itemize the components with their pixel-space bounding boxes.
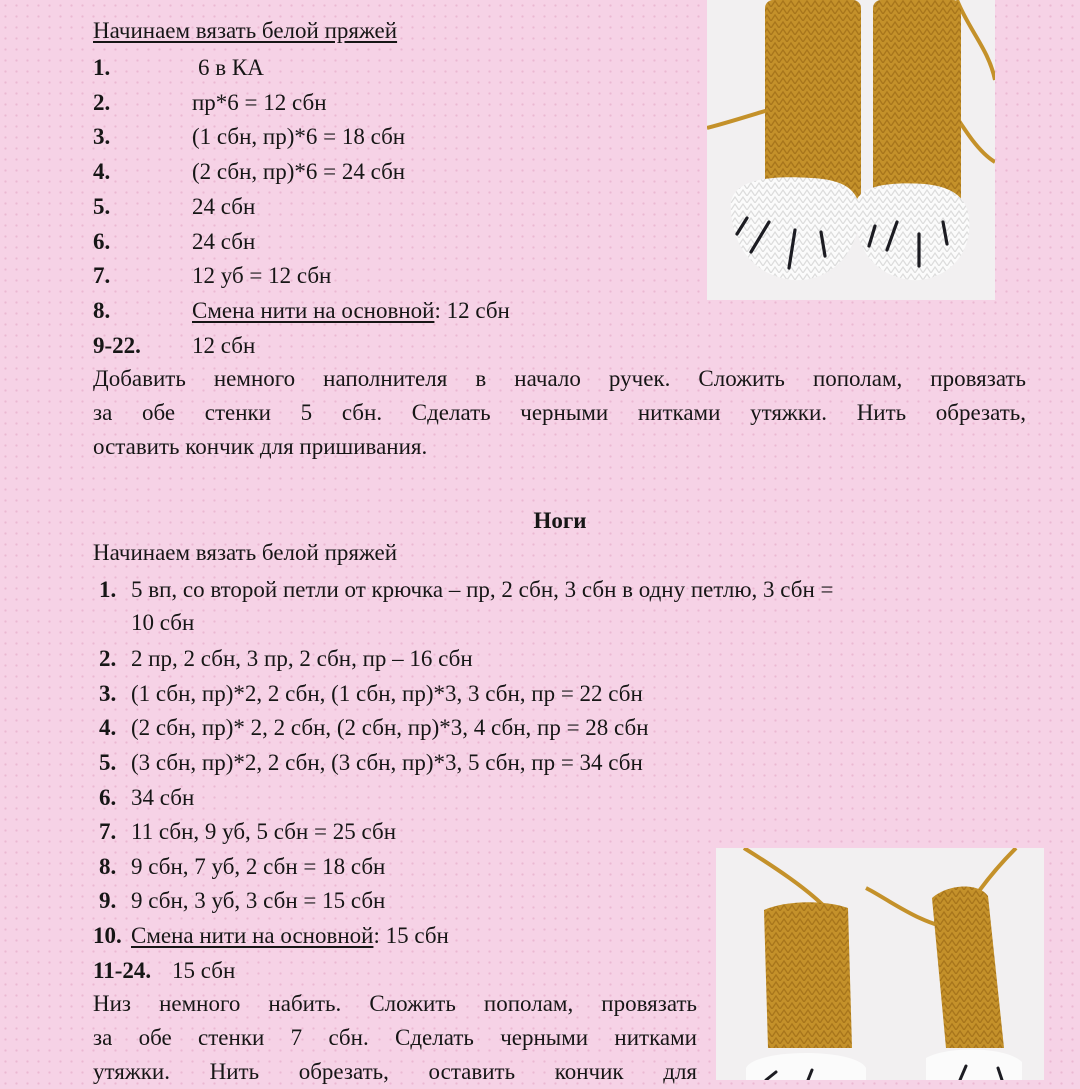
arms-row-number: 2. [93,90,111,115]
arms-instructions [93,362,1026,464]
color-change-count: : 15 сбн [373,923,449,948]
legs-row-number: 8. [99,854,117,879]
arms-row-text: 12 уб = 12 сбн [192,263,332,288]
legs-row-number: 4. [99,715,117,740]
arms-instructions-line: оставить кончик для пришивания. [93,434,428,459]
legs-instructions [93,987,697,1089]
color-change-count: : 12 сбн [434,298,510,323]
legs-row-number: 1. [99,577,117,602]
arms-row-text [192,299,510,322]
legs-photo [716,848,1044,1080]
arms-row-text: пр*6 = 12 сбн [192,90,327,115]
crochet-legs-image [716,848,1044,1080]
arms-row-text: 24 сбн [192,194,256,219]
arms-intro: Начинаем вязать белой пряжей [93,18,398,43]
arms-instructions-line: за обе стенки 5 сбн. Сделать черными нитками утяжки. Нить обрезать, [93,400,1026,425]
arms-row-number: 7. [93,263,111,288]
arms-instructions-line: Добавить немного наполнителя в начало ручек. Сложить пополам, провязать [93,366,1026,391]
arms-row-text: 6 в КА [198,55,264,80]
legs-row-text: (3 сбн, пр)*2, 2 сбн, (3 сбн, пр)*3, 5 сбн, пр = 34 сбн [131,750,643,775]
arms-row-number: 1. [93,55,111,80]
arms-row-number: 5. [93,194,111,219]
legs-row-text [131,924,449,947]
arms-photo [707,0,995,300]
legs-row-text: 5 вп, со второй петли от крючка – пр, 2 сбн, 3 сбн в одну петлю, 3 сбн = [131,577,834,602]
legs-row-number: 2. [99,646,117,671]
legs-row-text: (1 сбн, пр)*2, 2 сбн, (1 сбн, пр)*3, 3 сбн, пр = 22 сбн [131,681,643,706]
legs-row-number: 9. [99,888,117,913]
legs-instructions-line: за обе стенки 7 сбн. Сделать черными нитками [93,1025,697,1050]
arms-row-number: 8. [93,298,111,323]
legs-instructions-line: утяжки. Нить обрезать, оставить кончик для [93,1059,697,1084]
arms-row-number: 3. [93,124,111,149]
color-change-label: Смена нити на основной [131,923,374,948]
legs-instructions-line: Низ немного набить. Сложить пополам, провязать [93,991,697,1016]
arms-row-text: (2 сбн, пр)*6 = 24 сбн [192,159,406,184]
legs-row-number: 10. [93,923,122,948]
legs-row-number: 3. [99,681,117,706]
legs-row-number: 5. [99,750,117,775]
legs-intro: Начинаем вязать белой пряжей [93,540,398,565]
crochet-arms-image [707,0,995,300]
legs-row-number: 11-24. [93,958,152,983]
arms-row-text: 24 сбн [192,229,256,254]
arms-row-number: 6. [93,229,111,254]
legs-row-text: 2 пр, 2 сбн, 3 пр, 2 сбн, пр – 16 сбн [131,646,473,671]
legs-row-number: 7. [99,819,117,844]
legs-title: Ноги [533,508,587,533]
legs-row-text-continued: 10 сбн [131,610,195,635]
arms-row-text: (1 сбн, пр)*6 = 18 сбн [192,124,406,149]
arms-row-number: 9-22. [93,333,141,358]
legs-row-text: 34 сбн [131,785,195,810]
color-change-label: Смена нити на основной [192,298,435,323]
legs-row-text: 15 сбн [172,958,236,983]
legs-row-text: 11 сбн, 9 уб, 5 сбн = 25 сбн [131,819,397,844]
arms-row-number: 4. [93,159,111,184]
arms-row-text: 12 сбн [192,333,256,358]
legs-row-text: 9 сбн, 3 уб, 3 сбн = 15 сбн [131,888,386,913]
legs-row-text: 9 сбн, 7 уб, 2 сбн = 18 сбн [131,854,386,879]
legs-row-text: (2 сбн, пр)* 2, 2 сбн, (2 сбн, пр)*3, 4 сбн, пр = 28 сбн [131,715,649,740]
legs-row-number: 6. [99,785,117,810]
